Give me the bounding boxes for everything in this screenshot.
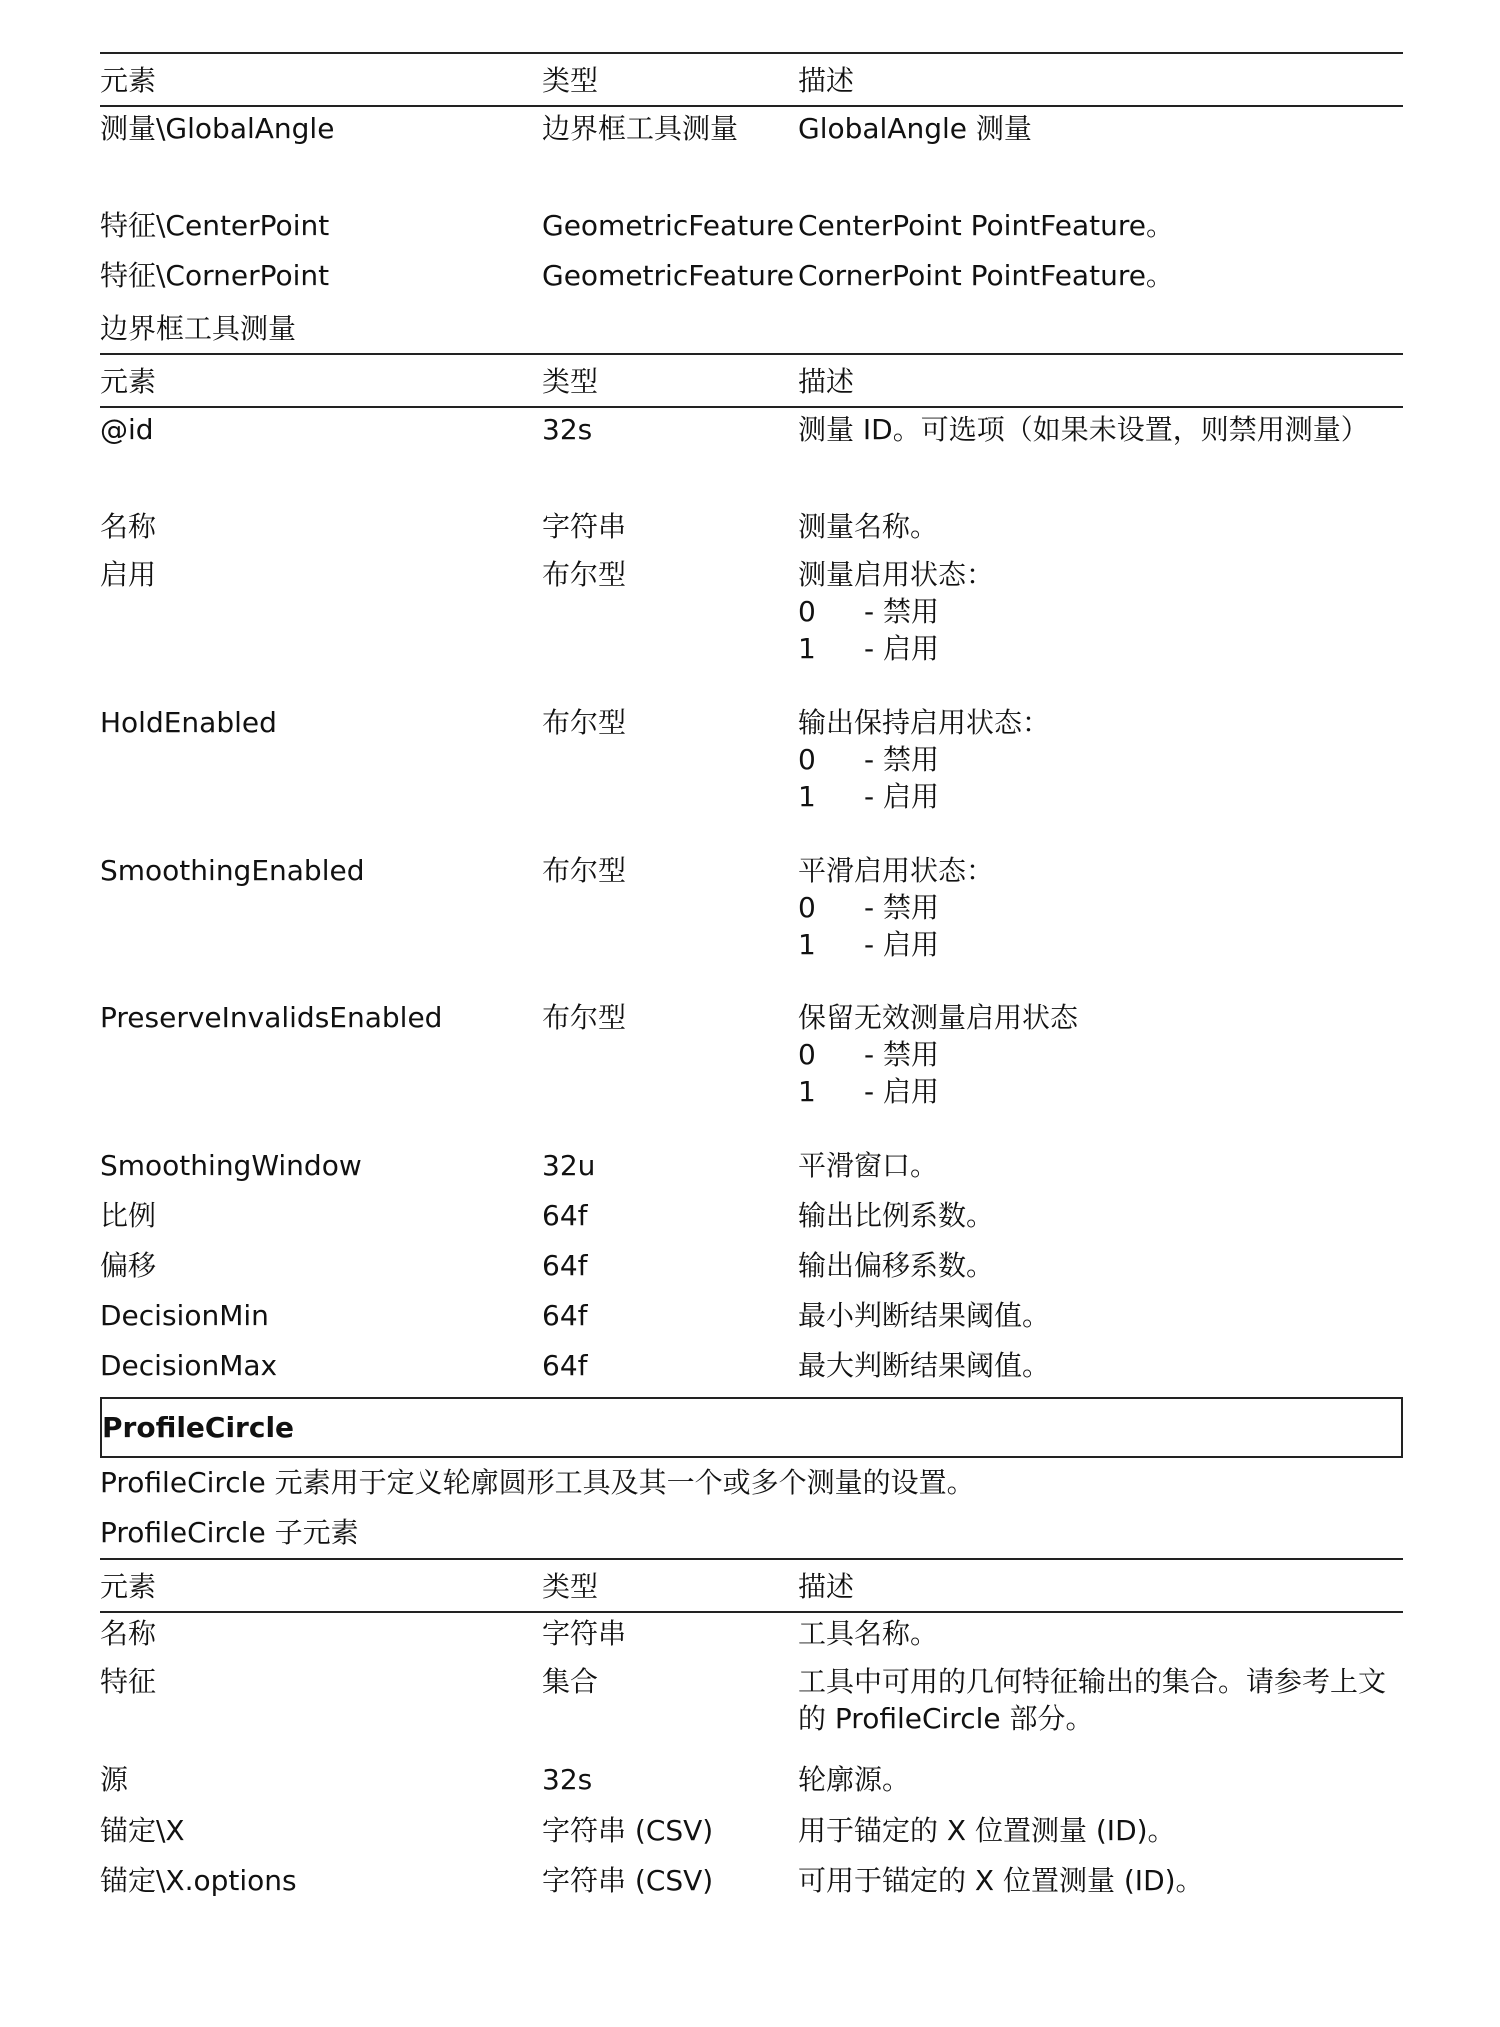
- cell-element: DecisionMax: [100, 1349, 278, 1382]
- option-label: - 禁用: [864, 1038, 940, 1071]
- option-value: 0: [798, 891, 816, 924]
- table-row: [100, 207, 1403, 257]
- cell-type: 64f: [542, 1349, 588, 1382]
- cell-type: 边界框工具测量: [542, 112, 739, 145]
- cell-desc: CornerPoint PointFeature。: [798, 259, 1174, 292]
- section-title-box: [100, 1397, 1403, 1458]
- option-label: - 禁用: [864, 743, 940, 776]
- cell-desc: 平滑窗口。: [798, 1149, 939, 1182]
- cell-type: 布尔型: [542, 706, 627, 739]
- option-label: - 启用: [864, 928, 940, 961]
- cell-desc: 可用于锚定的 X 位置测量 (ID)。: [798, 1864, 1204, 1897]
- option-label: - 启用: [864, 1075, 940, 1108]
- section-intro: ProfileCircle 元素用于定义轮廓圆形工具及其一个或多个测量的设置。: [100, 1466, 975, 1499]
- cell-type: 64f: [542, 1199, 588, 1232]
- table-row: [100, 852, 1403, 999]
- option-label: - 禁用: [864, 595, 940, 628]
- option-label: - 启用: [864, 632, 940, 665]
- header-element: 元素: [100, 1570, 157, 1603]
- header-element: 元素: [100, 64, 157, 97]
- cell-desc: 最大判断结果阈值。: [798, 1349, 1051, 1382]
- option-value: 1: [798, 632, 816, 665]
- cell-desc: 输出偏移系数。: [798, 1249, 995, 1282]
- cell-element: DecisionMin: [100, 1299, 269, 1332]
- header-type: 类型: [542, 64, 599, 97]
- table-row: [100, 1613, 1403, 1663]
- option-line: [798, 1036, 1403, 1073]
- cell-desc: [798, 852, 1403, 963]
- cell-desc: [798, 556, 1403, 667]
- cell-type: 32u: [542, 1149, 596, 1182]
- table-row: [100, 1663, 1403, 1761]
- desc-text: 平滑启用状态：: [798, 854, 995, 887]
- header-type: 类型: [542, 1570, 599, 1603]
- cell-element: PreserveInvalidsEnabled: [100, 1001, 443, 1034]
- desc-text: 输出保持启用状态：: [798, 706, 1051, 739]
- cell-desc: 测量名称。: [798, 510, 939, 543]
- header-desc: 描述: [798, 365, 855, 398]
- table-row: [100, 1812, 1403, 1862]
- table-row: [100, 1347, 1403, 1387]
- cell-desc: 轮廓源。: [798, 1763, 911, 1796]
- table-row: [100, 1862, 1403, 1912]
- cell-element: @id: [100, 413, 154, 446]
- table-header: [100, 355, 1403, 408]
- cell-type: GeometricFeature: [542, 209, 795, 242]
- table-row: [100, 1297, 1403, 1347]
- section-heading: 边界框工具测量: [100, 312, 297, 345]
- cell-element: 名称: [100, 510, 157, 543]
- cell-element: HoldEnabled: [100, 706, 277, 739]
- option-line: [798, 630, 1403, 667]
- table-row: [100, 556, 1403, 704]
- table-row: [100, 408, 1403, 508]
- option-value: 1: [798, 780, 816, 813]
- cell-type: 字符串: [542, 510, 627, 543]
- option-line: [798, 593, 1403, 630]
- cell-type: 32s: [542, 413, 593, 446]
- table-row: [100, 1761, 1403, 1812]
- cell-desc: 测量 ID。可选项（如果未设置，则禁用测量）: [798, 413, 1369, 446]
- cell-desc: CenterPoint PointFeature。: [798, 209, 1174, 242]
- option-line: [798, 778, 1403, 815]
- cell-type: GeometricFeature: [542, 259, 795, 292]
- cell-desc: 用于锚定的 X 位置测量 (ID)。: [798, 1814, 1176, 1847]
- table-row: [100, 107, 1403, 207]
- cell-desc: GlobalAngle 测量: [798, 112, 1032, 145]
- cell-element: 偏移: [100, 1249, 157, 1282]
- cell-desc: 输出比例系数。: [798, 1199, 995, 1232]
- cell-element: SmoothingWindow: [100, 1149, 362, 1182]
- cell-type: 64f: [542, 1249, 588, 1282]
- table-row: [100, 1147, 1403, 1197]
- option-label: - 启用: [864, 780, 940, 813]
- cell-type: 字符串 (CSV): [542, 1864, 714, 1897]
- table-header: [100, 1560, 1403, 1613]
- cell-desc: 最小判断结果阈值。: [798, 1299, 1051, 1332]
- table-row: [100, 1247, 1403, 1297]
- cell-element: 启用: [100, 558, 157, 591]
- cell-desc: [798, 704, 1403, 815]
- option-label: - 禁用: [864, 891, 940, 924]
- cell-element: 锚定\X: [100, 1814, 185, 1847]
- cell-type: 布尔型: [542, 558, 627, 591]
- option-value: 1: [798, 928, 816, 961]
- cell-type: 32s: [542, 1763, 593, 1796]
- table-bounding-box-measurement: [100, 353, 1403, 1387]
- header-desc: 描述: [798, 64, 855, 97]
- option-line: [798, 1073, 1403, 1110]
- option-line: [798, 741, 1403, 778]
- table-profile-circle: [100, 1558, 1403, 1912]
- cell-element: 名称: [100, 1617, 157, 1650]
- cell-desc: [798, 999, 1403, 1110]
- option-value: 0: [798, 743, 816, 776]
- cell-element: 特征\CenterPoint: [100, 209, 330, 242]
- cell-element: 测量\GlobalAngle: [100, 112, 335, 145]
- option-line: [798, 889, 1403, 926]
- option-value: 0: [798, 1038, 816, 1071]
- table-global-angle: [100, 52, 1403, 305]
- option-line: [798, 926, 1403, 963]
- table-header: [100, 54, 1403, 107]
- header-desc: 描述: [798, 1570, 855, 1603]
- subsection-title: ProfileCircle 子元素: [100, 1516, 359, 1549]
- table-row: [100, 704, 1403, 852]
- section-title: ProfileCircle: [102, 1411, 295, 1444]
- option-value: 0: [798, 595, 816, 628]
- table-row: [100, 257, 1403, 305]
- cell-element: 锚定\X.options: [100, 1864, 297, 1897]
- cell-type: 布尔型: [542, 854, 627, 887]
- document-page: [100, 52, 1403, 1912]
- cell-type: 集合: [542, 1665, 599, 1698]
- cell-type: 字符串: [542, 1617, 627, 1650]
- table-row: [100, 508, 1403, 556]
- table-row: [100, 999, 1403, 1147]
- cell-type: 布尔型: [542, 1001, 627, 1034]
- desc-text: 测量启用状态：: [798, 558, 995, 591]
- cell-type: 字符串 (CSV): [542, 1814, 714, 1847]
- cell-element: 源: [100, 1763, 129, 1796]
- cell-desc: 工具名称。: [798, 1617, 939, 1650]
- cell-type: 64f: [542, 1299, 588, 1332]
- cell-element: SmoothingEnabled: [100, 854, 365, 887]
- header-type: 类型: [542, 365, 599, 398]
- header-element: 元素: [100, 365, 157, 398]
- cell-element: 比例: [100, 1199, 157, 1232]
- desc-text: 保留无效测量启用状态: [798, 1001, 1079, 1034]
- cell-element: 特征\CornerPoint: [100, 259, 330, 292]
- option-value: 1: [798, 1075, 816, 1108]
- cell-element: 特征: [100, 1665, 157, 1698]
- cell-desc: 工具中可用的几何特征输出的集合。请参考上文的 ProfileCircle 部分。: [798, 1665, 1387, 1735]
- table-row: [100, 1197, 1403, 1247]
